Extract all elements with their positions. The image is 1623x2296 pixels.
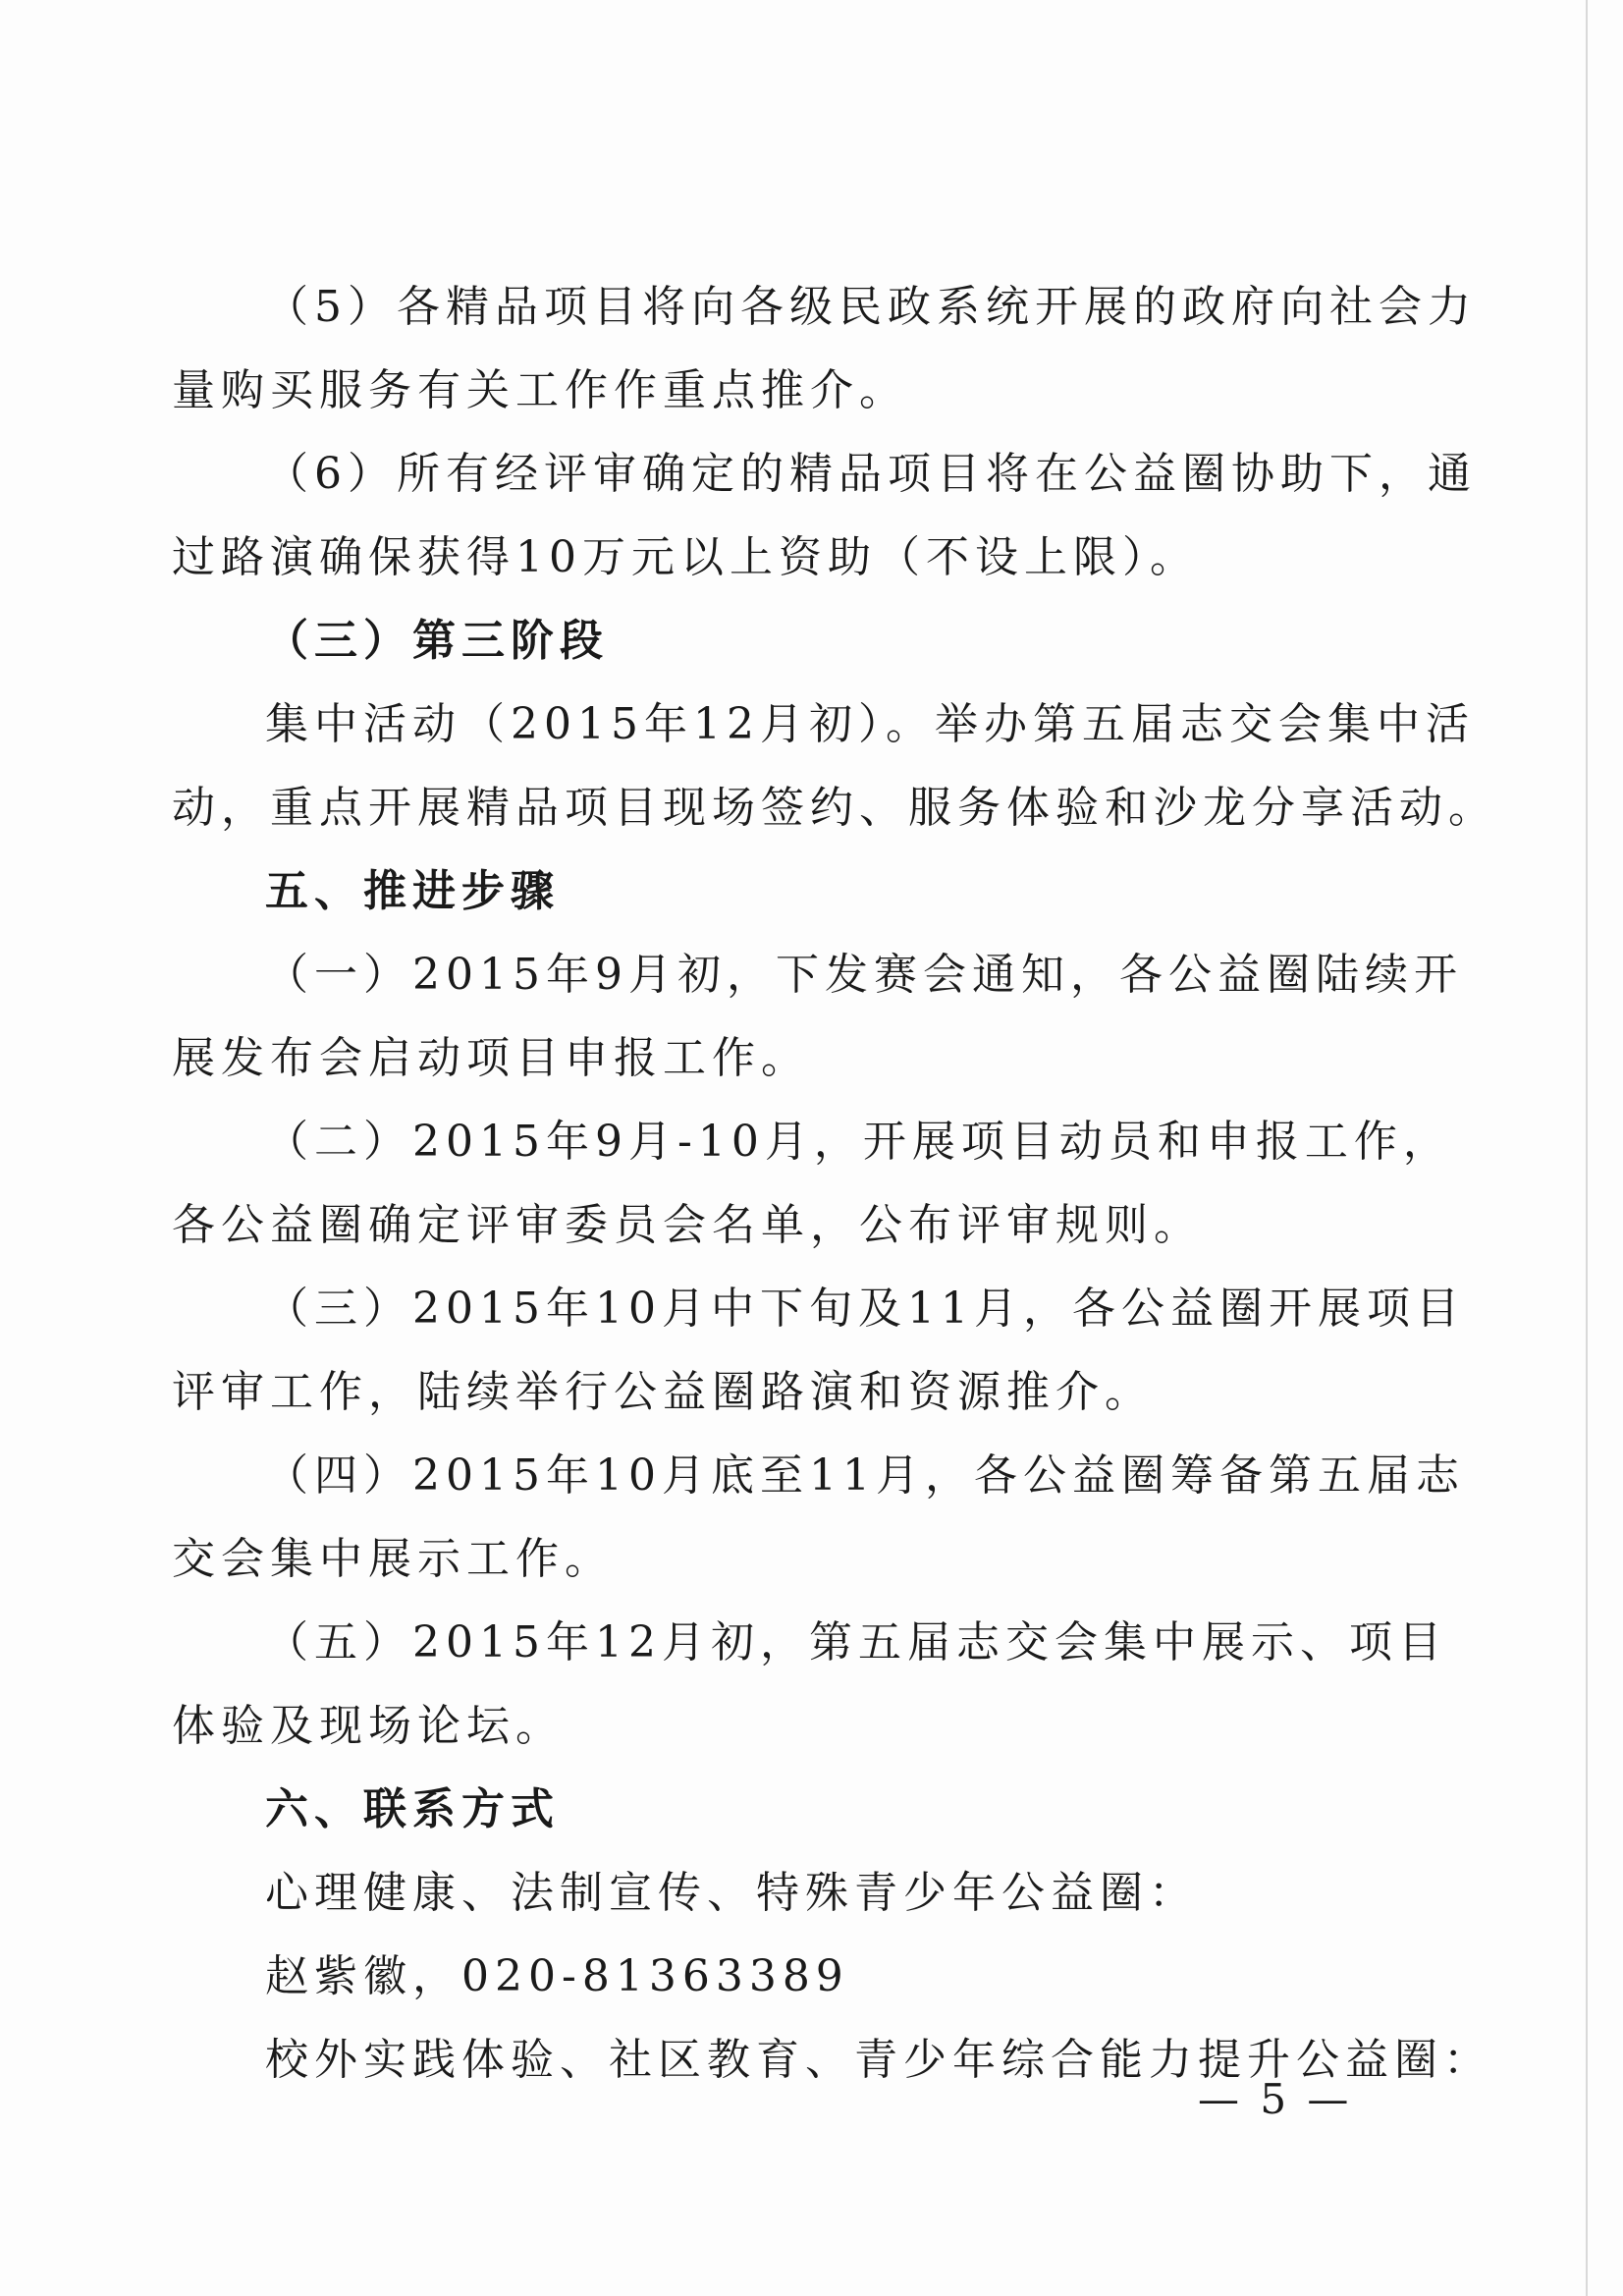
paragraph-line: 动，重点开展精品项目现场签约、服务体验和沙龙分享活动。 xyxy=(172,783,1497,833)
paragraph-line: （6）所有经评审确定的精品项目将在公益圈协助下，通 xyxy=(265,449,1477,499)
paragraph-line: （五）2015年12月初，第五届志交会集中展示、项目 xyxy=(265,1617,1447,1667)
paragraph-line: （5）各精品项目将向各级民政系统开展的政府向社会力 xyxy=(265,282,1477,332)
section-heading: （三）第三阶段 xyxy=(265,616,609,666)
paragraph-line: 展发布会启动项目申报工作。 xyxy=(172,1033,810,1083)
paragraph-line: 体验及现场论坛。 xyxy=(172,1701,565,1751)
paragraph-line: 量购买服务有关工作作重点推介。 xyxy=(172,365,908,415)
section-heading: 五、推进步骤 xyxy=(265,866,560,916)
paragraph-line: （三）2015年10月中下旬及11月，各公益圈开展项目 xyxy=(265,1284,1465,1334)
paragraph-line: 校外实践体验、社区教育、青少年综合能力提升公益圈： xyxy=(265,2035,1492,2085)
paragraph-line: （四）2015年10月底至11月，各公益圈筹备第五届志 xyxy=(265,1450,1465,1501)
paragraph-line: 过路演确保获得10万元以上资助（不设上限）。 xyxy=(172,532,1199,582)
paragraph-line: 各公益圈确定评审委员会名单，公布评审规则。 xyxy=(172,1200,1203,1250)
paragraph-line: 交会集中展示工作。 xyxy=(172,1534,614,1584)
paragraph-line: 集中活动（2015年12月初）。举办第五届志交会集中活 xyxy=(265,699,1475,749)
paragraph-line: 评审工作，陆续举行公益圈路演和资源推介。 xyxy=(172,1367,1154,1417)
paragraph-line: （二）2015年9月-10月，开展项目动员和申报工作， xyxy=(265,1117,1452,1167)
section-heading: 六、联系方式 xyxy=(265,1784,560,1834)
page-number: — 5 — xyxy=(1198,2075,1353,2123)
contact-line: 赵紫徽，020-81363389 xyxy=(265,1951,849,2001)
paragraph-line: 心理健康、法制宣传、特殊青少年公益圈： xyxy=(265,1868,1198,1918)
scan-edge-divider xyxy=(1586,0,1588,2296)
paragraph-line: （一）2015年9月初，下发赛会通知，各公益圈陆续开 xyxy=(265,950,1463,1000)
